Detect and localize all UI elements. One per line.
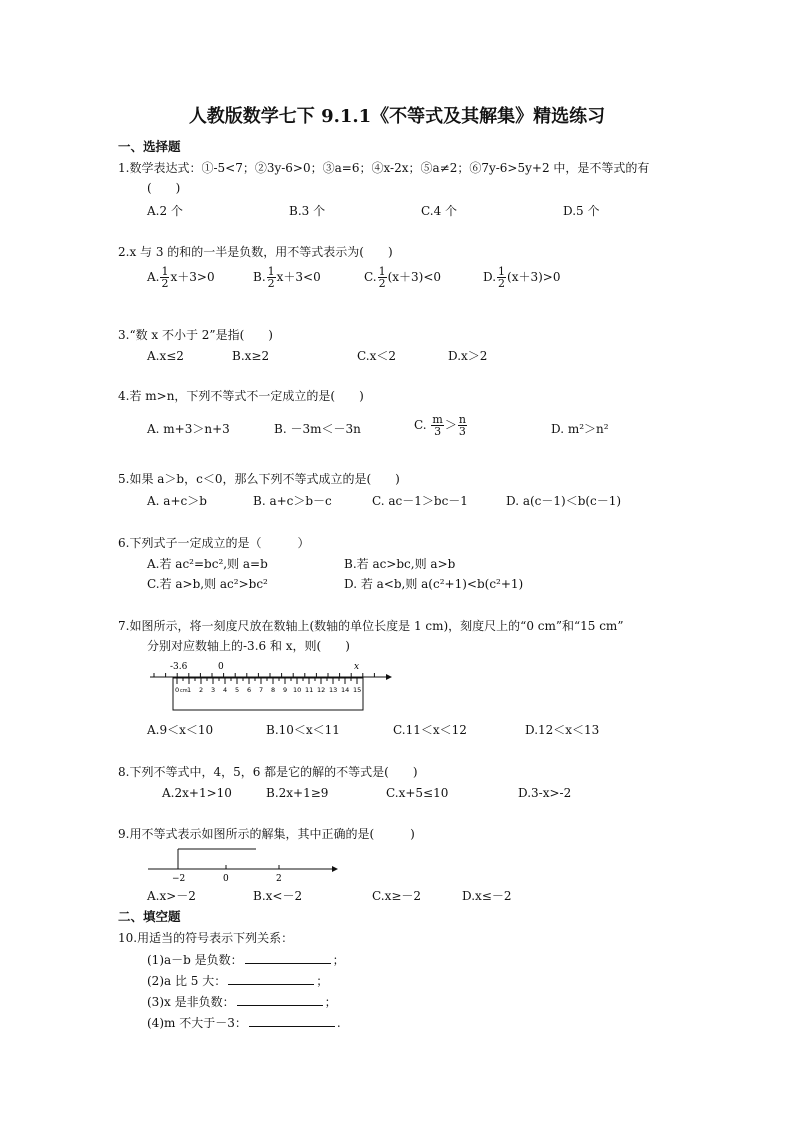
ruler-tick-label: 9 bbox=[283, 686, 288, 694]
section-fill-heading: 二、填空题 bbox=[118, 909, 181, 924]
q6-option-a: A.若 ac²=bc²,则 a=b bbox=[147, 557, 268, 571]
q9-option-d: D.x≤－2 bbox=[462, 889, 512, 903]
q7-option-b: B.10＜x＜11 bbox=[266, 723, 340, 737]
q5-option-d: D. a(c－1)＜b(c－1) bbox=[506, 494, 622, 508]
q9-option-c: C.x≥－2 bbox=[372, 889, 422, 903]
frac-den: 3 bbox=[458, 425, 466, 438]
arrow-right-icon bbox=[332, 866, 338, 872]
q7-stem-line1: 7.如图所示，将一刻度尺放在数轴上(数轴的单位长度是 1 cm)，刻度尺上的“0 cm”和“15 cm” bbox=[118, 619, 624, 633]
q1-option-c: C.4 个 bbox=[421, 204, 458, 218]
q3-option-a: A.x≤2 bbox=[147, 349, 184, 363]
frac-den: 3 bbox=[434, 425, 442, 438]
q10-item-1-text: (1)a－b 是负数： bbox=[147, 953, 243, 967]
q8-option-c: C.x+5≤10 bbox=[386, 786, 449, 800]
frac-num: 1 bbox=[498, 265, 506, 278]
q1-option-b: B.3 个 bbox=[289, 204, 326, 218]
q1-option-a: A.2 个 bbox=[147, 204, 183, 218]
ruler-tick-label: 3 bbox=[211, 686, 216, 694]
ruler-tick-label: 7 bbox=[259, 686, 264, 694]
q8-option-d: D.3-x>-2 bbox=[518, 786, 572, 800]
q2-option-a bbox=[147, 266, 215, 289]
q10-item-2-punct: ； bbox=[316, 974, 329, 988]
fraction-half bbox=[160, 266, 169, 289]
frac-num: m bbox=[432, 413, 443, 426]
q2-b-label: B. bbox=[253, 270, 266, 284]
fig-label-zero: 0 bbox=[218, 662, 224, 672]
ruler-tick-label: 10 bbox=[293, 686, 302, 694]
ruler-tick-label: 1 bbox=[187, 686, 192, 694]
q2-d-label: D. bbox=[483, 270, 497, 284]
frac-den: 2 bbox=[161, 277, 169, 290]
q4-stem: 4.若 m>n，下列不等式不一定成立的是( ) bbox=[118, 389, 364, 403]
q2-stem: 2.x 与 3 的和的一半是负数，用不等式表示为( ) bbox=[118, 245, 393, 259]
q7-stem-line2: 分别对应数轴上的-3.6 和 x，则( ) bbox=[147, 639, 350, 653]
section-choice-heading: 一、选择题 bbox=[118, 139, 181, 154]
q10-item-3 bbox=[147, 993, 337, 1010]
answer-blank-2[interactable] bbox=[228, 972, 314, 985]
q5-stem: 5.如果 a＞b，c＜0，那么下列不等式成立的是( ) bbox=[118, 472, 400, 486]
q2-b-expr: x＋3<0 bbox=[276, 270, 321, 284]
fig-label-zero: 0 bbox=[223, 874, 229, 884]
q6-option-c: C.若 a>b,则 ac²>bc² bbox=[147, 577, 268, 591]
q5-option-a: A. a+c＞b bbox=[147, 494, 207, 508]
q3-stem: 3.“数 x 不小于 2”是指( ) bbox=[118, 328, 273, 342]
q4-option-a: A. m+3＞n+3 bbox=[147, 422, 230, 436]
q1-option-d: D.5 个 bbox=[563, 204, 600, 218]
frac-den: 2 bbox=[378, 277, 386, 290]
q10-item-4 bbox=[147, 1014, 341, 1031]
ruler-tick-label: 6 bbox=[247, 686, 252, 694]
q2-option-b bbox=[253, 266, 321, 289]
frac-num: 1 bbox=[378, 265, 386, 278]
answer-blank-3[interactable] bbox=[237, 993, 323, 1006]
q10-stem: 10.用适当的符号表示下列关系： bbox=[118, 931, 294, 945]
fig-label-minus-two: −2 bbox=[172, 874, 186, 884]
q7-option-d: D.12＜x＜13 bbox=[525, 723, 600, 737]
ruler-tick-label: 5 bbox=[235, 686, 240, 694]
fraction-half bbox=[267, 266, 276, 289]
answer-blank-1[interactable] bbox=[245, 951, 331, 964]
q2-d-expr: (x＋3)>0 bbox=[507, 270, 561, 284]
frac-num: 1 bbox=[267, 265, 275, 278]
ruler-tick-label: 11 bbox=[305, 686, 314, 694]
q3-option-c: C.x＜2 bbox=[357, 349, 396, 363]
frac-num: 1 bbox=[161, 265, 169, 278]
q8-stem: 8.下列不等式中，4，5，6 都是它的解的不等式是( ) bbox=[118, 765, 418, 779]
fraction-half bbox=[378, 266, 387, 289]
page-title: 人教版数学七下 9.1.1《不等式及其解集》精选练习 bbox=[188, 106, 606, 127]
q6-stem: 6.下列式子一定成立的是（ ） bbox=[118, 536, 310, 550]
axis-ticks bbox=[154, 673, 374, 677]
q2-c-expr: (x＋3)<0 bbox=[387, 270, 442, 284]
ruler-tick-label: 14 bbox=[341, 686, 350, 694]
q9-option-a: A.x>－2 bbox=[147, 889, 196, 903]
q10-item-4-text: (4)m 不大于－3： bbox=[147, 1016, 247, 1030]
q8-option-b: B.2x+1≥9 bbox=[266, 786, 329, 800]
q6-option-d: D. 若 a<b,则 a(c²+1)<b(c²+1) bbox=[344, 577, 524, 591]
q2-a-expr: x＋3>0 bbox=[170, 270, 215, 284]
fig-label-minus-3-6: -3.6 bbox=[170, 662, 188, 672]
q2-a-label: A. bbox=[147, 270, 160, 284]
arrow-right-icon bbox=[386, 674, 392, 680]
q3-option-b: B.x≥2 bbox=[232, 349, 270, 363]
ruler-tick-label: 12 bbox=[317, 686, 326, 694]
q7-option-a: A.9＜x＜10 bbox=[147, 723, 214, 737]
ruler-number-line-figure bbox=[146, 658, 396, 714]
q10-item-1-punct: ； bbox=[332, 953, 345, 967]
fraction-n-over-3 bbox=[458, 414, 467, 437]
fraction-m-over-3 bbox=[431, 414, 443, 437]
q2-option-d bbox=[483, 266, 560, 289]
q10-item-2 bbox=[147, 972, 328, 989]
q3-option-d: D.x＞2 bbox=[448, 349, 488, 363]
q9-stem: 9.用不等式表示如图所示的解集，其中正确的是( ) bbox=[118, 827, 415, 841]
ruler-tick-label: 15 bbox=[353, 686, 362, 694]
fig-label-x: x bbox=[354, 662, 360, 672]
ruler-tick-label: 4 bbox=[223, 686, 228, 694]
q10-item-2-text: (2)a 比 5 大： bbox=[147, 974, 227, 988]
q7-option-c: C.11＜x＜12 bbox=[393, 723, 467, 737]
q1-stem: 1.数学表达式：①-5<7；②3y-6>0；③a=6；④x-2x；⑤a≠2；⑥7y-6>5y+2 中，是不等式的有 bbox=[118, 161, 650, 175]
q2-c-label: C. bbox=[364, 270, 377, 284]
ruler-unit-label: cm bbox=[180, 688, 188, 694]
solution-set-number-line-figure bbox=[146, 845, 341, 885]
frac-den: 2 bbox=[498, 277, 506, 290]
q4-c-gt: ＞ bbox=[444, 418, 457, 432]
q9-option-b: B.x<－2 bbox=[253, 889, 303, 903]
q4-option-d: D. m²＞n² bbox=[551, 422, 609, 436]
q6-option-b: B.若 ac>bc,则 a>b bbox=[344, 557, 456, 571]
q10-item-4-punct: . bbox=[336, 1016, 341, 1030]
q10-item-3-punct: ； bbox=[324, 995, 337, 1009]
answer-blank-4[interactable] bbox=[249, 1014, 335, 1027]
frac-den: 2 bbox=[267, 277, 275, 290]
ruler-tick-label: 8 bbox=[271, 686, 276, 694]
q10-item-1 bbox=[147, 951, 345, 968]
fraction-half bbox=[497, 266, 506, 289]
q8-option-a: A.2x+1>10 bbox=[162, 786, 232, 800]
q4-c-label: C. bbox=[414, 418, 427, 432]
q10-item-3-text: (3)x 是非负数： bbox=[147, 995, 235, 1009]
q5-option-b: B. a+c＞b－c bbox=[253, 494, 332, 508]
q4-option-b: B. －3m＜－3n bbox=[274, 422, 361, 436]
ruler-tick-label: 0 bbox=[175, 686, 180, 694]
q2-option-c bbox=[364, 266, 441, 289]
ruler-tick-label: 2 bbox=[199, 686, 204, 694]
q1-paren: ( ) bbox=[147, 181, 181, 195]
q5-option-c: C. ac－1＞bc－1 bbox=[372, 494, 468, 508]
frac-num: n bbox=[458, 413, 466, 426]
q4-option-c bbox=[414, 414, 468, 437]
fig-label-two: 2 bbox=[276, 874, 282, 884]
ruler-tick-label: 13 bbox=[329, 686, 338, 694]
ruler-ticks bbox=[175, 678, 361, 694]
